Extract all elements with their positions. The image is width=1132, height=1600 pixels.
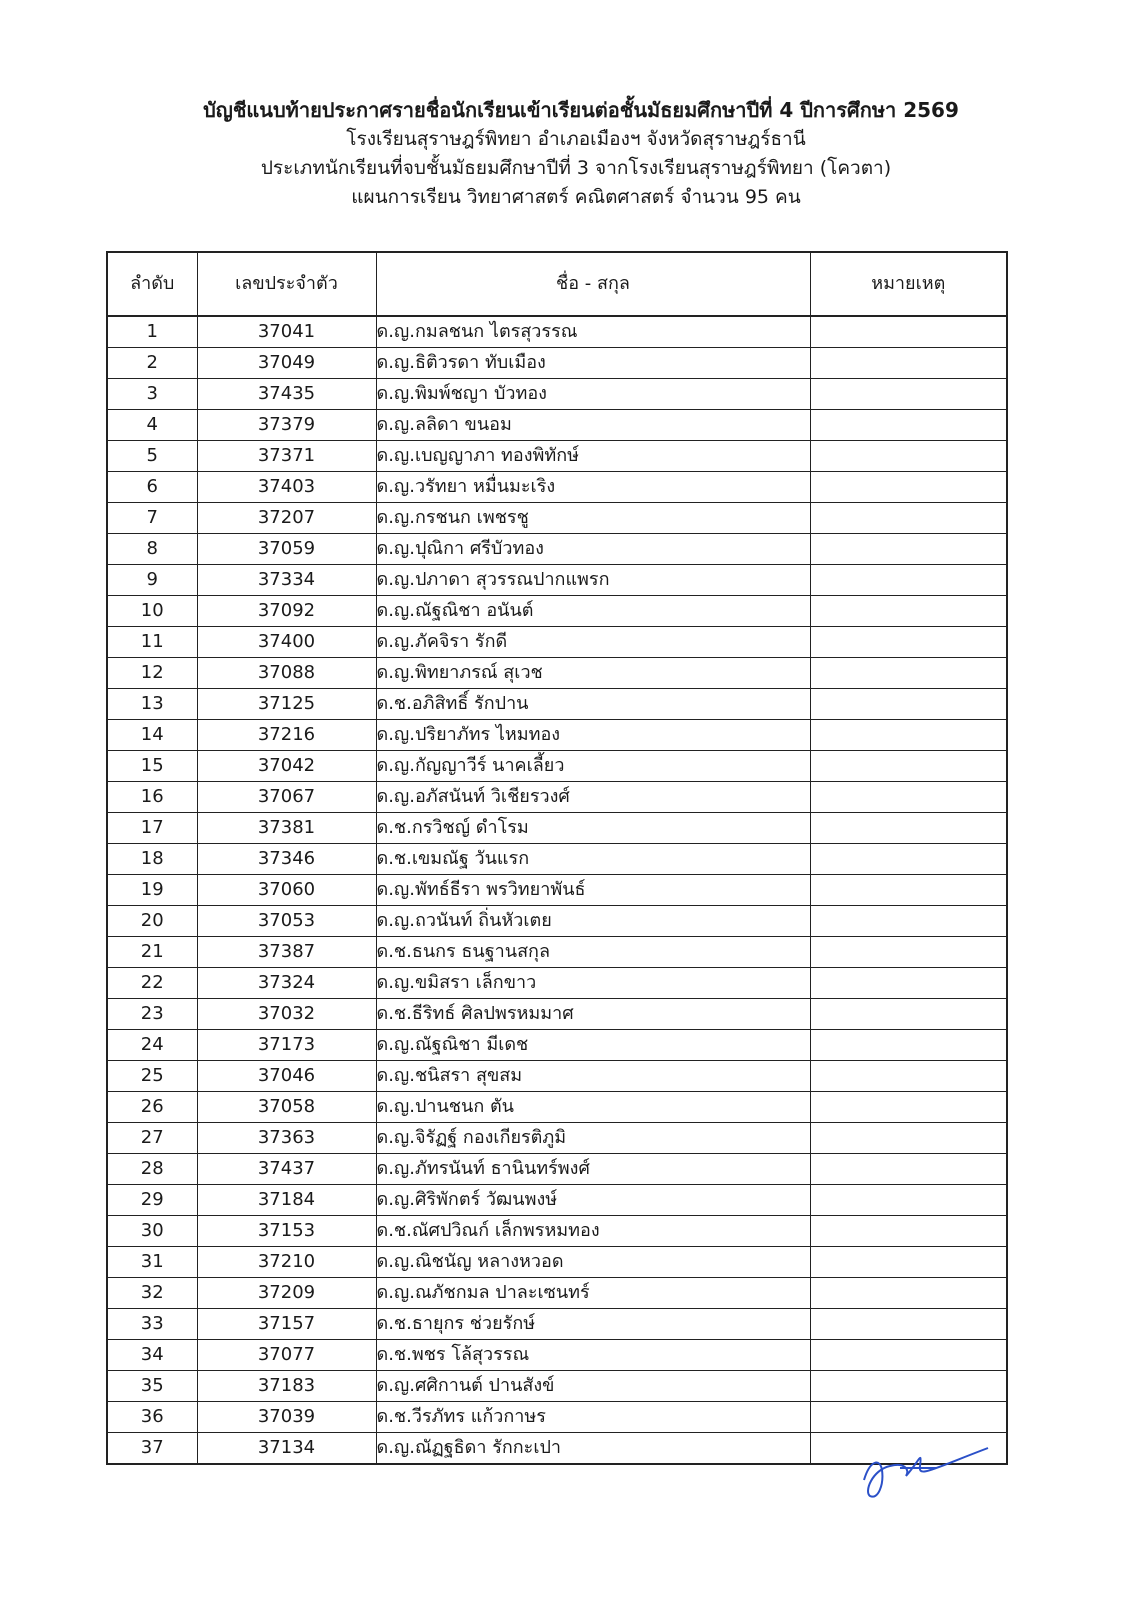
- row-name-cell: ด.ญ.ณิชนัญ หลางหวอด: [376, 1247, 810, 1278]
- table-row: [107, 751, 1007, 782]
- table-row: [107, 472, 1007, 503]
- row-order-cell: 11: [107, 627, 197, 658]
- row-remark-cell: [810, 689, 1007, 720]
- row-student-id-cell: 37067: [197, 782, 376, 813]
- table-row: [107, 1154, 1007, 1185]
- row-student-id-cell: 37403: [197, 472, 376, 503]
- row-remark-cell: [810, 472, 1007, 503]
- row-order-cell: 6: [107, 472, 197, 503]
- row-name-cell: ด.ญ.ภัคจิรา รักดี: [376, 627, 810, 658]
- row-order-cell: 18: [107, 844, 197, 875]
- row-name-cell: ด.ช.อภิสิทธิ์ รักปาน: [376, 689, 810, 720]
- row-order-cell: 34: [107, 1340, 197, 1371]
- row-student-id-cell: 37437: [197, 1154, 376, 1185]
- row-student-id-cell: 37183: [197, 1371, 376, 1402]
- table-row: [107, 410, 1007, 441]
- row-order-cell: 9: [107, 565, 197, 596]
- row-remark-cell: [810, 1340, 1007, 1371]
- row-student-id-cell: 37210: [197, 1247, 376, 1278]
- row-order-cell: 12: [107, 658, 197, 689]
- table-row: [107, 1123, 1007, 1154]
- row-remark-cell: [810, 1371, 1007, 1402]
- row-order-cell: 2: [107, 348, 197, 379]
- col-header-full-name: ชื่อ - สกุล: [376, 252, 810, 316]
- row-remark-cell: [810, 627, 1007, 658]
- table-row: [107, 968, 1007, 999]
- row-order-cell: 3: [107, 379, 197, 410]
- row-name-cell: ด.ญ.ศิริพักตร์ วัฒนพงษ์: [376, 1185, 810, 1216]
- row-remark-cell: [810, 503, 1007, 534]
- row-order-cell: 24: [107, 1030, 197, 1061]
- row-remark-cell: [810, 658, 1007, 689]
- row-name-cell: ด.ช.ธนกร ธนฐานสกุล: [376, 937, 810, 968]
- row-student-id-cell: 37157: [197, 1309, 376, 1340]
- row-name-cell: ด.ญ.พัทธ์ธีรา พรวิทยาพันธ์: [376, 875, 810, 906]
- row-order-cell: 31: [107, 1247, 197, 1278]
- row-name-cell: ด.ญ.ณัฏฐธิดา รักกะเปา: [376, 1433, 810, 1465]
- row-order-cell: 8: [107, 534, 197, 565]
- table-row: [107, 844, 1007, 875]
- table-row: [107, 441, 1007, 472]
- row-remark-cell: [810, 813, 1007, 844]
- row-student-id-cell: 37092: [197, 596, 376, 627]
- row-student-id-cell: 37400: [197, 627, 376, 658]
- row-name-cell: ด.ญ.ธิติวรดา ทับเมือง: [376, 348, 810, 379]
- row-remark-cell: [810, 1278, 1007, 1309]
- table-row: [107, 875, 1007, 906]
- row-order-cell: 1: [107, 316, 197, 348]
- table-row: [107, 813, 1007, 844]
- table-row: [107, 379, 1007, 410]
- row-student-id-cell: 37032: [197, 999, 376, 1030]
- row-order-cell: 29: [107, 1185, 197, 1216]
- table-row: [107, 1185, 1007, 1216]
- row-order-cell: 20: [107, 906, 197, 937]
- row-name-cell: ด.ช.วีรภัทร แก้วกาษร: [376, 1402, 810, 1433]
- row-student-id-cell: 37334: [197, 565, 376, 596]
- row-remark-cell: [810, 596, 1007, 627]
- col-header-student-id: เลขประจำตัว: [197, 252, 376, 316]
- row-remark-cell: [810, 1092, 1007, 1123]
- row-order-cell: 32: [107, 1278, 197, 1309]
- row-remark-cell: [810, 1247, 1007, 1278]
- row-order-cell: 15: [107, 751, 197, 782]
- row-student-id-cell: 37077: [197, 1340, 376, 1371]
- row-remark-cell: [810, 348, 1007, 379]
- row-remark-cell: [810, 1402, 1007, 1433]
- row-name-cell: ด.ญ.อภัสนันท์ วิเชียรวงศ์: [376, 782, 810, 813]
- row-remark-cell: [810, 751, 1007, 782]
- row-remark-cell: [810, 937, 1007, 968]
- row-student-id-cell: 37059: [197, 534, 376, 565]
- row-order-cell: 30: [107, 1216, 197, 1247]
- row-order-cell: 33: [107, 1309, 197, 1340]
- row-student-id-cell: 37387: [197, 937, 376, 968]
- table-row: [107, 1216, 1007, 1247]
- row-order-cell: 7: [107, 503, 197, 534]
- table-row: [107, 782, 1007, 813]
- row-name-cell: ด.ญ.เบญญาภา ทองพิทักษ์: [376, 441, 810, 472]
- table-row: [107, 316, 1007, 348]
- row-student-id-cell: 37173: [197, 1030, 376, 1061]
- table-row: [107, 906, 1007, 937]
- row-student-id-cell: 37125: [197, 689, 376, 720]
- table-row: [107, 1402, 1007, 1433]
- row-order-cell: 13: [107, 689, 197, 720]
- table-row: [107, 1061, 1007, 1092]
- row-student-id-cell: 37049: [197, 348, 376, 379]
- table-row: [107, 1340, 1007, 1371]
- row-order-cell: 5: [107, 441, 197, 472]
- row-name-cell: ด.ช.ธีริทธ์ ศิลปพรหมมาศ: [376, 999, 810, 1030]
- table-row: [107, 1371, 1007, 1402]
- row-order-cell: 22: [107, 968, 197, 999]
- row-student-id-cell: 37041: [197, 316, 376, 348]
- row-student-id-cell: 37209: [197, 1278, 376, 1309]
- row-remark-cell: [810, 1123, 1007, 1154]
- row-student-id-cell: 37184: [197, 1185, 376, 1216]
- row-remark-cell: [810, 906, 1007, 937]
- row-name-cell: ด.ช.พชร โล้สุวรรณ: [376, 1340, 810, 1371]
- table-row: [107, 596, 1007, 627]
- table-row: [107, 658, 1007, 689]
- table-row: [107, 1278, 1007, 1309]
- row-remark-cell: [810, 565, 1007, 596]
- row-name-cell: ด.ญ.ปริยาภัทร ไหมทอง: [376, 720, 810, 751]
- row-remark-cell: [810, 999, 1007, 1030]
- row-order-cell: 27: [107, 1123, 197, 1154]
- row-remark-cell: [810, 1154, 1007, 1185]
- row-remark-cell: [810, 316, 1007, 348]
- row-remark-cell: [810, 1030, 1007, 1061]
- row-order-cell: 26: [107, 1092, 197, 1123]
- table-row: [107, 1309, 1007, 1340]
- table-row: [107, 503, 1007, 534]
- col-header-remarks: หมายเหตุ: [810, 252, 1007, 316]
- row-remark-cell: [810, 1185, 1007, 1216]
- table-row: [107, 1030, 1007, 1061]
- table-row: [107, 1247, 1007, 1278]
- table-row: [107, 348, 1007, 379]
- row-remark-cell: [810, 844, 1007, 875]
- col-header-order: ลำดับ: [107, 252, 197, 316]
- row-order-cell: 21: [107, 937, 197, 968]
- row-order-cell: 17: [107, 813, 197, 844]
- table-row: [107, 689, 1007, 720]
- table-row: [107, 720, 1007, 751]
- signature-mark: [860, 1430, 990, 1500]
- row-student-id-cell: 37435: [197, 379, 376, 410]
- row-name-cell: ด.ญ.ปุณิกา ศรีบัวทอง: [376, 534, 810, 565]
- row-student-id-cell: 37207: [197, 503, 376, 534]
- row-student-id-cell: 37379: [197, 410, 376, 441]
- row-student-id-cell: 37381: [197, 813, 376, 844]
- row-order-cell: 10: [107, 596, 197, 627]
- row-remark-cell: [810, 968, 1007, 999]
- row-remark-cell: [810, 875, 1007, 906]
- table-row: [107, 937, 1007, 968]
- row-order-cell: 35: [107, 1371, 197, 1402]
- row-order-cell: 25: [107, 1061, 197, 1092]
- row-student-id-cell: 37371: [197, 441, 376, 472]
- row-student-id-cell: 37324: [197, 968, 376, 999]
- table-row: [107, 999, 1007, 1030]
- row-student-id-cell: 37153: [197, 1216, 376, 1247]
- row-name-cell: ด.ญ.ศศิกานต์ ปานสังข์: [376, 1371, 810, 1402]
- row-name-cell: ด.ญ.ปานชนก ตัน: [376, 1092, 810, 1123]
- row-order-cell: 23: [107, 999, 197, 1030]
- table-row: [107, 534, 1007, 565]
- row-name-cell: ด.ญ.จิรัฏฐ์ กองเกียรติภูมิ: [376, 1123, 810, 1154]
- row-name-cell: ด.ช.ณัศปวิณก์ เล็กพรหมทอง: [376, 1216, 810, 1247]
- row-name-cell: ด.ญ.พิมพ์ชญา บัวทอง: [376, 379, 810, 410]
- category-line: ประเภทนักเรียนที่จบชั้นมัธยมศึกษาปีที่ 3 จากโรงเรียนสุราษฎร์พิทยา (โควตา): [260, 157, 892, 179]
- row-remark-cell: [810, 720, 1007, 751]
- row-name-cell: ด.ญ.ณัฐณิชา มีเดช: [376, 1030, 810, 1061]
- row-name-cell: ด.ญ.กมลชนก ไตรสุวรรณ: [376, 316, 810, 348]
- row-student-id-cell: 37088: [197, 658, 376, 689]
- row-name-cell: ด.ญ.ภัทรนันท์ ธานินทร์พงศ์: [376, 1154, 810, 1185]
- row-name-cell: ด.ช.ธายุกร ช่วยรักษ์: [376, 1309, 810, 1340]
- row-student-id-cell: 37363: [197, 1123, 376, 1154]
- row-name-cell: ด.ญ.ขมิสรา เล็กขาว: [376, 968, 810, 999]
- row-remark-cell: [810, 410, 1007, 441]
- row-student-id-cell: 37053: [197, 906, 376, 937]
- row-student-id-cell: 37060: [197, 875, 376, 906]
- row-student-id-cell: 37134: [197, 1433, 376, 1465]
- table-row: [107, 627, 1007, 658]
- row-name-cell: ด.ญ.ณัฐณิชา อนันต์: [376, 596, 810, 627]
- row-remark-cell: [810, 782, 1007, 813]
- row-order-cell: 36: [107, 1402, 197, 1433]
- row-name-cell: ด.ญ.ปภาดา สุวรรณปากแพรก: [376, 565, 810, 596]
- row-student-id-cell: 37346: [197, 844, 376, 875]
- row-remark-cell: [810, 534, 1007, 565]
- row-name-cell: ด.ญ.ณภัชกมล ปาละเซนทร์: [376, 1278, 810, 1309]
- row-name-cell: ด.ญ.กรชนก เพชรชู: [376, 503, 810, 534]
- row-name-cell: ด.ช.กรวิชญ์ ดำโรม: [376, 813, 810, 844]
- row-student-id-cell: 37216: [197, 720, 376, 751]
- row-name-cell: ด.ญ.ลลิดา ขนอม: [376, 410, 810, 441]
- row-name-cell: ด.ญ.พิทยาภรณ์ สุเวช: [376, 658, 810, 689]
- row-order-cell: 4: [107, 410, 197, 441]
- row-remark-cell: [810, 379, 1007, 410]
- document-header: [0, 96, 1132, 212]
- row-remark-cell: [810, 1309, 1007, 1340]
- row-name-cell: ด.ญ.กัญญาวีร์ นาคเลี้ยว: [376, 751, 810, 782]
- row-remark-cell: [810, 441, 1007, 472]
- row-name-cell: ด.ญ.ชนิสรา สุขสม: [376, 1061, 810, 1092]
- row-order-cell: 19: [107, 875, 197, 906]
- row-student-id-cell: 37039: [197, 1402, 376, 1433]
- title-line: บัญชีแนบท้ายประกาศรายชื่อนักเรียนเข้าเรียนต่อชั้นมัธยมศึกษาปีที่ 4 ปีการศึกษา 2569: [203, 98, 959, 122]
- row-student-id-cell: 37046: [197, 1061, 376, 1092]
- row-order-cell: 16: [107, 782, 197, 813]
- row-order-cell: 28: [107, 1154, 197, 1185]
- table-row: [107, 1092, 1007, 1123]
- row-name-cell: ด.ญ.ถวนันท์ ถิ่นหัวเตย: [376, 906, 810, 937]
- school-line: โรงเรียนสุราษฎร์พิทยา อำเภอเมืองฯ จังหวัดสุราษฎร์ธานี: [346, 128, 806, 150]
- row-student-id-cell: 37042: [197, 751, 376, 782]
- row-name-cell: ด.ญ.วรัทยา หมื่นมะเริง: [376, 472, 810, 503]
- table-header-row: [107, 252, 1007, 316]
- row-remark-cell: [810, 1216, 1007, 1247]
- row-order-cell: 37: [107, 1433, 197, 1465]
- table-row: [107, 565, 1007, 596]
- program-line: แผนการเรียน วิทยาศาสตร์ คณิตศาสตร์ จำนวน 95 คน: [351, 186, 801, 208]
- row-student-id-cell: 37058: [197, 1092, 376, 1123]
- student-roster-table: [106, 251, 1008, 1465]
- row-name-cell: ด.ช.เขมณัฐ วันแรก: [376, 844, 810, 875]
- row-order-cell: 14: [107, 720, 197, 751]
- row-remark-cell: [810, 1061, 1007, 1092]
